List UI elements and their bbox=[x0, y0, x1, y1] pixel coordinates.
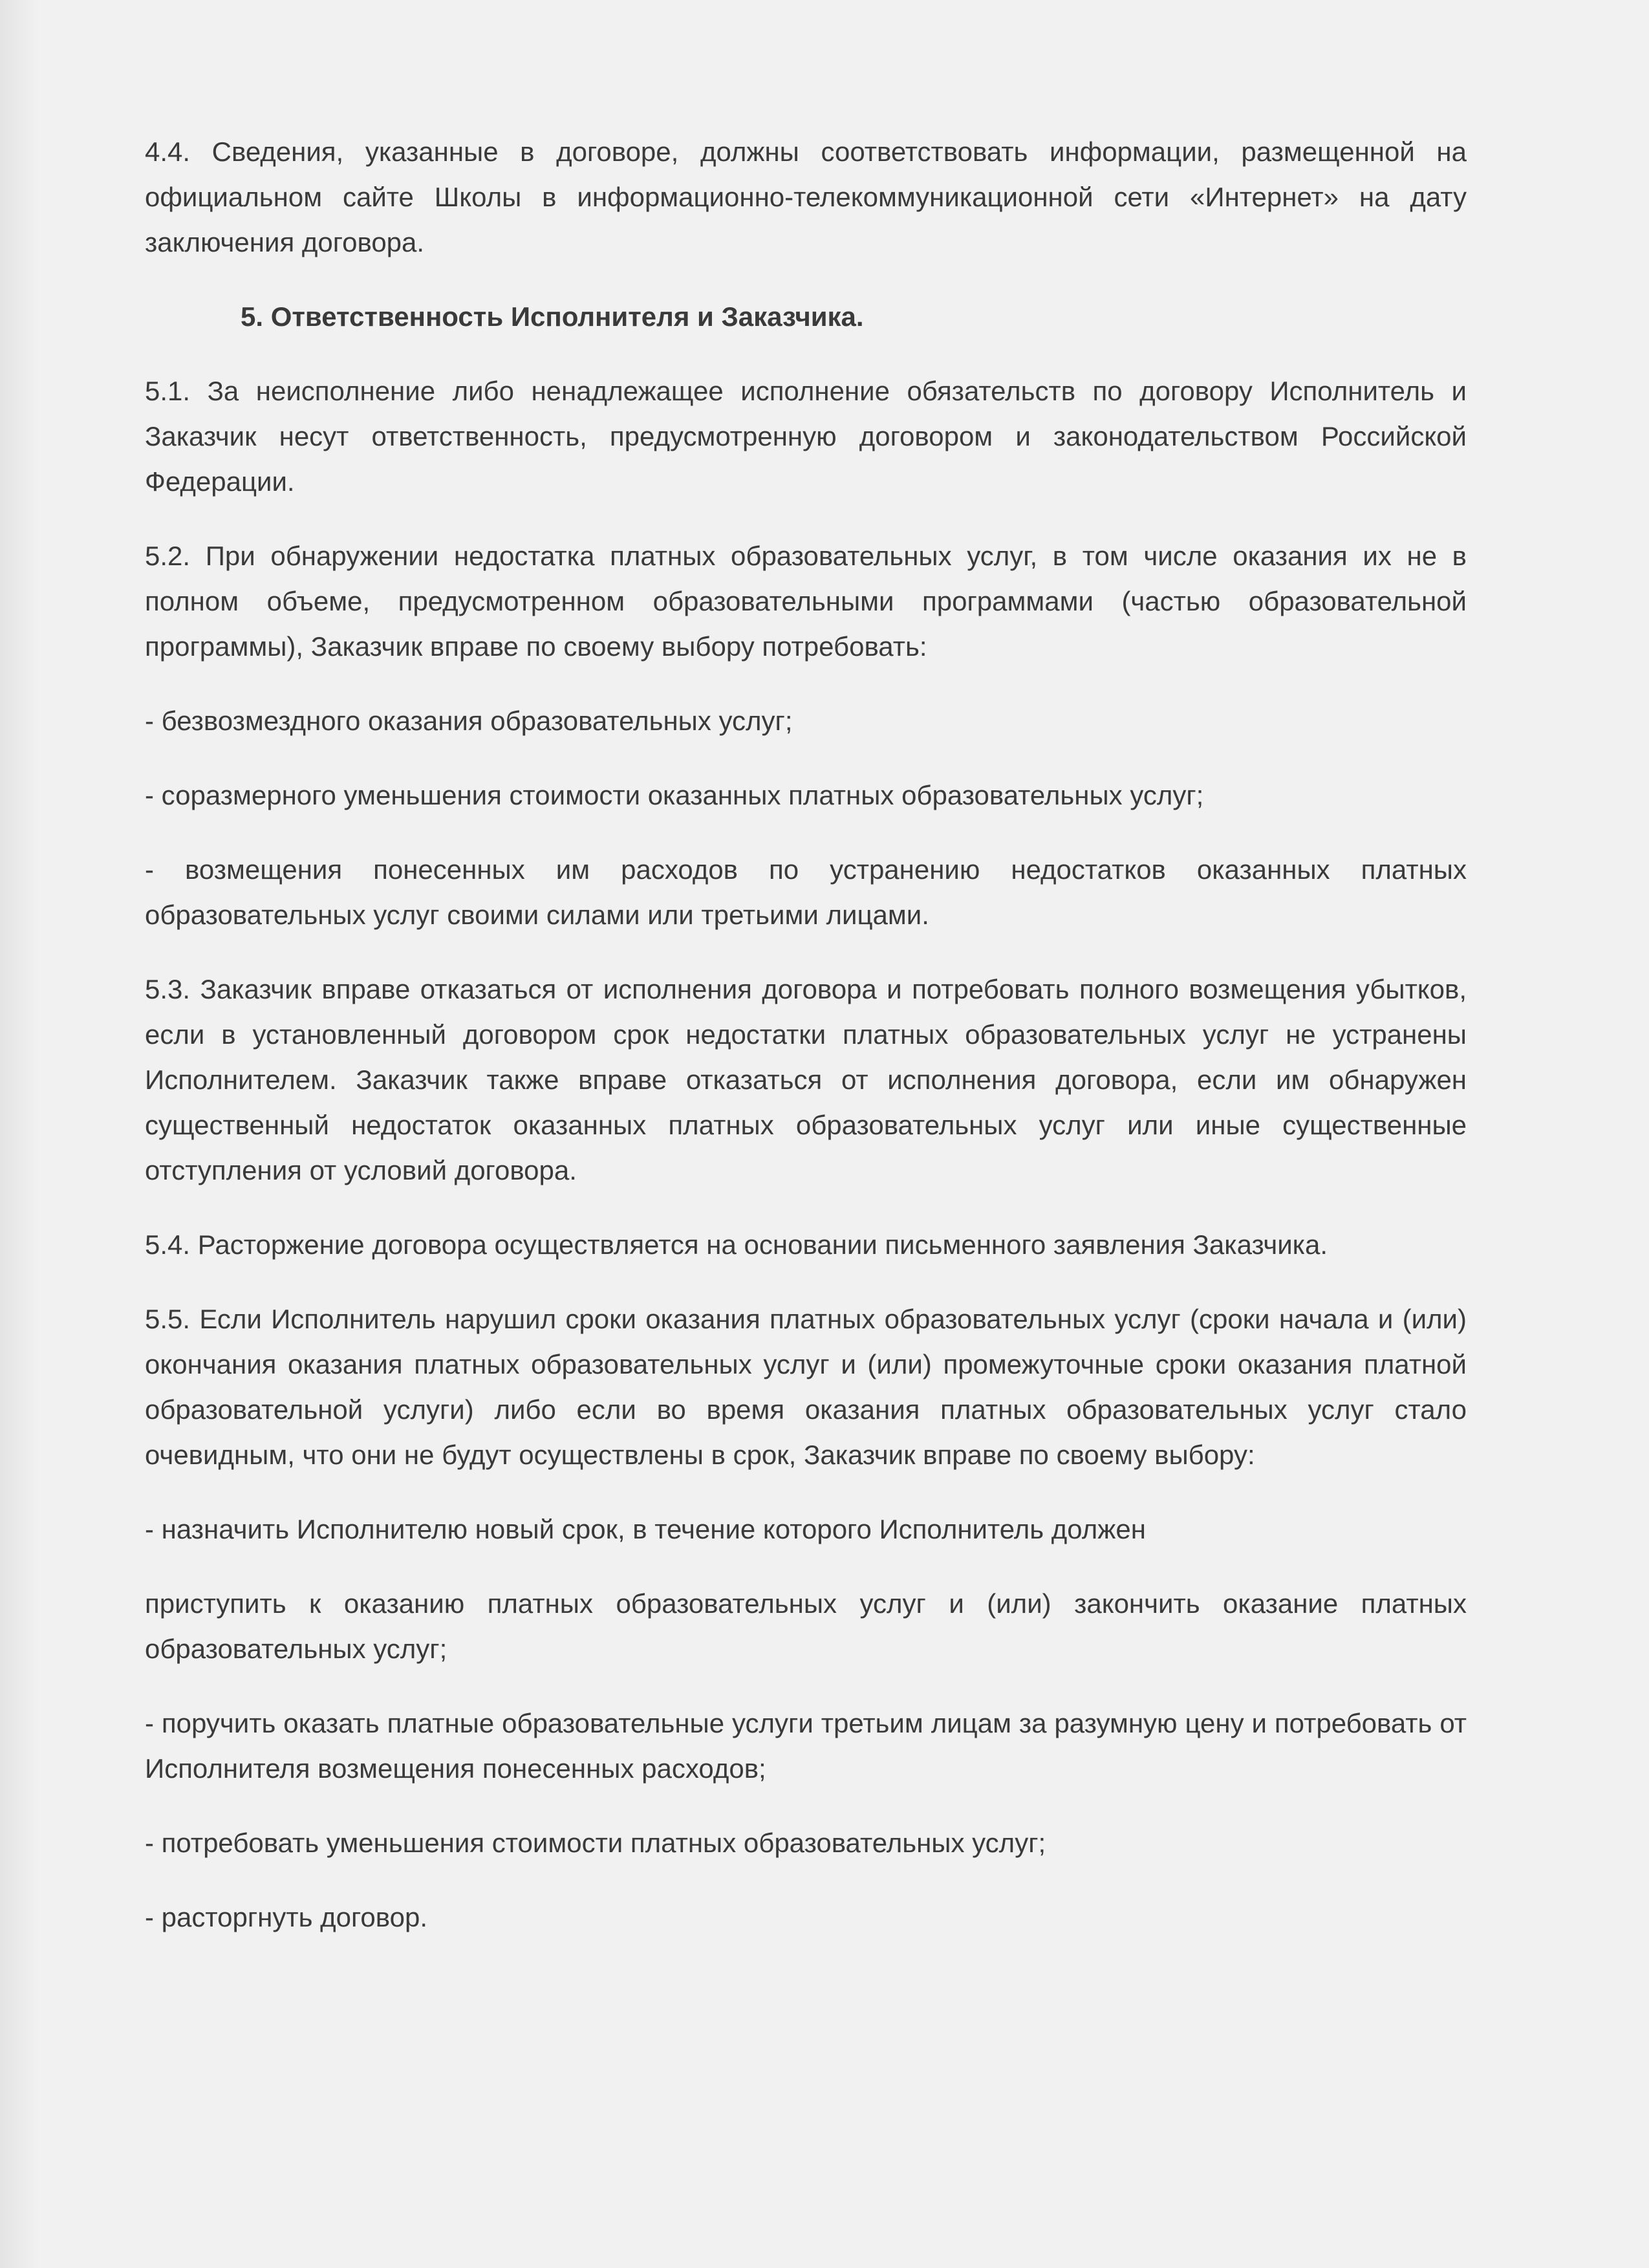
list-item-5-5-c: - потребовать уменьшения стоимости платных образовательных услуг; bbox=[145, 1828, 1046, 1858]
list-item-5-5-a: - назначить Исполнителю новый срок, в течение которого Исполнитель должен bbox=[145, 1514, 1146, 1544]
paragraph-5-2: 5.2. При обнаружении недостатка платных образовательных услуг, в том числе оказания их не в полном объеме, предусмотренном образовательными программами (частью образовательной программы), Заказчик вправе по своему выбору потребовать: bbox=[145, 541, 1467, 662]
list-item-5-2-c: - возмещения понесенных им расходов по устранению недостатков оказанных платных образовательных услуг своими силами или третьими лицами. bbox=[145, 854, 1467, 930]
scan-edge-shadow bbox=[0, 0, 39, 2268]
paragraph-4-4: 4.4. Сведения, указанные в договоре, должны соответствовать информации, размещенной на официальном сайте Школы в информационно-телекоммуникационной сети «Интернет» на дату заключения договора. bbox=[145, 136, 1467, 257]
paragraph-5-1: 5.1. За неисполнение либо ненадлежащее исполнение обязательств по договору Исполнитель и Заказчик несут ответственность, предусмотренную договором и законодательством Российской Федерации. bbox=[145, 376, 1467, 497]
list-item-5-5-b: - поручить оказать платные образовательные услуги третьим лицам за разумную цену и потребовать от Исполнителя возмещения понесенных расходов; bbox=[145, 1708, 1467, 1784]
section-heading-5: 5. Ответственность Исполнителя и Заказчика. bbox=[241, 301, 864, 332]
paragraph-5-5: 5.5. Если Исполнитель нарушил сроки оказания платных образовательных услуг (сроки начала и (или) окончания оказания платных образовательных услуг и (или) промежуточные сроки оказания платной образовательной услуги) либо если во время оказания платных образовательных услуг стало очевидным, что они не будут осуществлены в срок, Заказчик вправе по своему выбору: bbox=[145, 1304, 1467, 1470]
list-item-5-2-b: - соразмерного уменьшения стоимости оказанных платных образовательных услуг; bbox=[145, 780, 1204, 810]
paragraph-5-3: 5.3. Заказчик вправе отказаться от исполнения договора и потребовать полного возмещения убытков, если в установленный договором срок недостатки платных образовательных услуг не устранены Исполнителем. Заказчик также вправе отказаться от исполнения договора, если им обнаружен существенный недостаток оказанных платных образовательных услуг или иные существенные отступления от условий договора. bbox=[145, 974, 1467, 1185]
list-item-5-5-d: - расторгнуть договор. bbox=[145, 1902, 428, 1932]
list-item-5-2-a: - безвозмездного оказания образовательных услуг; bbox=[145, 706, 793, 736]
paragraph-5-4: 5.4. Расторжение договора осуществляется на основании письменного заявления Заказчика. bbox=[145, 1229, 1328, 1260]
document-page bbox=[145, 129, 1467, 1969]
list-item-5-5-a-continued: приступить к оказанию платных образовательных услуг и (или) закончить оказание платных образовательных услуг; bbox=[145, 1588, 1467, 1664]
